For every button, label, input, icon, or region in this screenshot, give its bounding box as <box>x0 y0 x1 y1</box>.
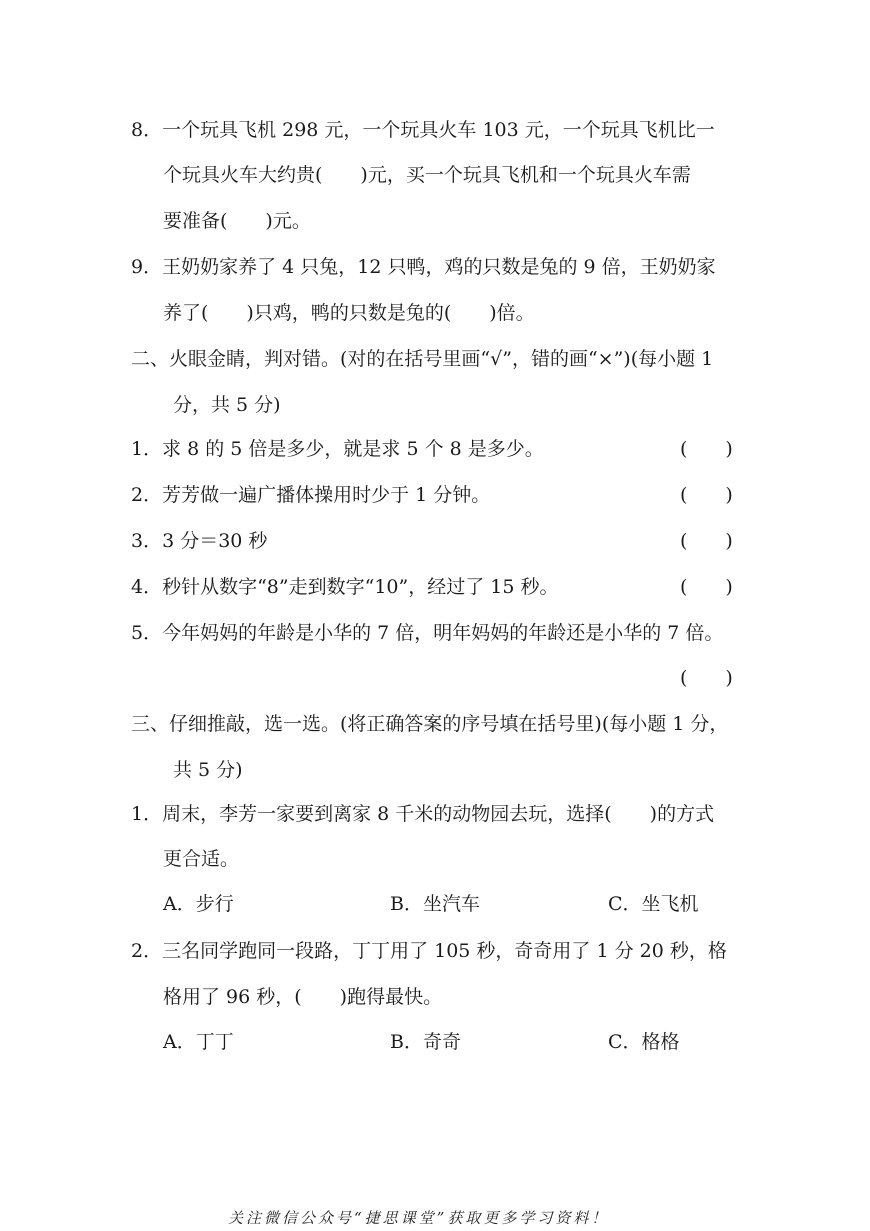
section2-item-1-answer-paren: ( ) <box>680 438 733 460</box>
section3-heading-line-2: 共 5 分) <box>173 759 243 781</box>
section2-heading-line-1: 二、火眼金睛，判对错。(对的在括号里画“√”，错的画“×”)(每小题 1 <box>131 348 714 370</box>
section3-q2-line-1: 2．三名同学跑同一段路，丁丁用了 105 秒，奇奇用了 1 分 20 秒，格 <box>131 940 727 962</box>
section2-item-4-text: 4．秒针从数字“8”走到数字“10”，经过了 15 秒。 <box>131 576 559 598</box>
section2-item-2-text: 2．芳芳做一遍广播体操用时少于 1 分钟。 <box>131 484 491 506</box>
section2-heading-line-2: 分，共 5 分) <box>173 394 281 416</box>
section2-item-1-text: 1．求 8 的 5 倍是多少，就是求 5 个 8 是多少。 <box>131 438 544 460</box>
section3-q1-option-c: C．坐飞机 <box>608 893 699 915</box>
section3-q1-line-2: 更合适。 <box>163 848 240 870</box>
section3-q2-option-a: A．丁丁 <box>163 1031 234 1053</box>
section3-q1-line-1: 1．周末，李芳一家要到离家 8 千米的动物园去玩，选择( )的方式 <box>131 803 715 825</box>
section3-q2-option-c: C．格格 <box>608 1031 680 1053</box>
section2-item-2-answer-paren: ( ) <box>680 484 733 506</box>
section2-item-3-text: 3．3 分＝30 秒 <box>131 530 268 552</box>
section3-q2-option-b: B．奇奇 <box>390 1031 461 1053</box>
q8-line-2: 个玩具火车大约贵( )元，买一个玩具飞机和一个玩具火车需 <box>163 164 691 186</box>
q8-line-1: 8．一个玩具飞机 298 元，一个玩具火车 103 元，一个玩具飞机比一 <box>131 119 715 141</box>
q8-line-3: 要准备( )元。 <box>163 210 311 232</box>
section2-item-5-text: 5．今年妈妈的年龄是小华的 7 倍，明年妈妈的年龄还是小华的 7 倍。 <box>131 622 724 644</box>
section2-item-4-answer-paren: ( ) <box>680 576 733 598</box>
q9-line-2: 养了( )只鸡，鸭的只数是兔的( )倍。 <box>163 302 535 324</box>
section3-q2-line-2: 格用了 96 秒，( )跑得最快。 <box>163 986 443 1008</box>
section3-heading-line-1: 三、仔细推敲，选一选。(将正确答案的序号填在括号里)(每小题 1 分， <box>131 713 729 735</box>
section3-q1-option-b: B．坐汽车 <box>390 893 480 915</box>
footer-promo-text: 关注微信公众号“捷思课堂”获取更多学习资料！ <box>228 1209 610 1227</box>
q9-line-1: 9．王奶奶家养了 4 只兔，12 只鸭，鸡的只数是兔的 9 倍，王奶奶家 <box>131 256 716 278</box>
section2-item-5-answer-paren: ( ) <box>680 667 733 689</box>
section2-item-3-answer-paren: ( ) <box>680 530 733 552</box>
section3-q1-option-a: A．步行 <box>163 893 234 915</box>
